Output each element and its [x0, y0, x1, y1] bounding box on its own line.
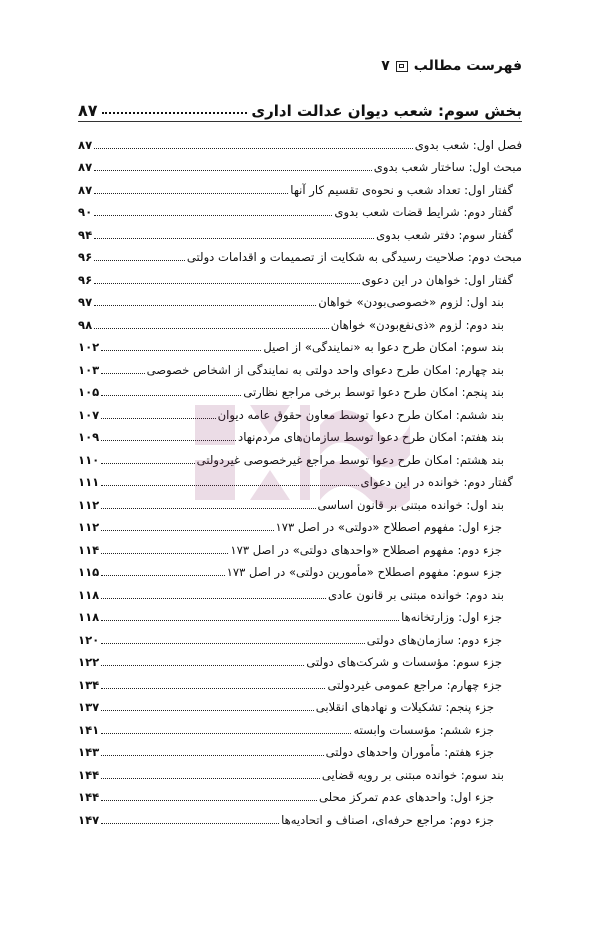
dot-leader	[101, 733, 351, 734]
dot-leader	[101, 598, 326, 599]
toc-entry-page-number: ۹۰	[78, 205, 93, 220]
toc-entry	[78, 512, 522, 535]
toc-entry-label: بند دوم: خوانده مبتنی بر قانون عادی	[327, 587, 504, 602]
running-header	[381, 58, 522, 74]
toc-entry-label: گفتار اول: تعداد شعب و نحوه‌ی تقسیم کار آنها	[290, 182, 513, 197]
toc-entry	[78, 579, 522, 602]
dot-leader	[101, 755, 323, 756]
toc-entry-label: بند سوم: امکان طرح دعوا به «نمایندگی» از اصیل	[263, 340, 504, 355]
dot-leader	[101, 463, 194, 464]
heading-rule	[78, 121, 522, 122]
toc-entry-page-number: ۱۰۵	[78, 385, 100, 400]
dot-leader	[101, 643, 365, 644]
toc-entry	[78, 602, 522, 625]
dot-leader	[101, 823, 279, 824]
toc-entry-page-number: ۱۳۷	[78, 700, 100, 715]
toc-entry-label: جزء اول: مفهوم اصطلاح «دولتی» در اصل ۱۷۳	[275, 520, 502, 535]
toc-entry-page-number: ۱۴۳	[78, 745, 100, 760]
toc-entry-page-number: ۸۷	[78, 160, 93, 175]
section-page-number: ۸۷	[78, 101, 98, 120]
toc-entry-page-number: ۱۱۲	[78, 520, 100, 535]
toc-entry-page-number: ۱۰۹	[78, 430, 100, 445]
toc-entry-label: جزء سوم: مفهوم اصطلاح «مأمورین دولتی» در اصل ۱۷۳	[226, 565, 502, 580]
toc-entry	[78, 174, 522, 197]
toc-entry	[78, 444, 522, 467]
toc-entry	[78, 467, 522, 490]
running-header-page-number: ۷	[381, 58, 390, 74]
toc-entry-label: جزء اول: وزارتخانه‌ها	[401, 610, 502, 625]
toc-entry-label: جزء هفتم: مأموران واحدهای دولتی	[325, 745, 494, 760]
toc-entry-label: بند اول: لزوم «خصوصی‌بودن» خواهان	[318, 295, 504, 310]
toc-entry-label: جزء سوم: مؤسسات و شرکت‌های دولتی	[306, 655, 502, 670]
toc-entry-page-number: ۹۷	[78, 295, 93, 310]
toc-entry	[78, 624, 522, 647]
toc-entry	[78, 647, 522, 670]
toc-entry	[78, 737, 522, 760]
dot-leader	[101, 350, 261, 351]
toc-entry-page-number: ۱۱۰	[78, 452, 100, 467]
toc-entry	[78, 759, 522, 782]
toc-entry-label: مبحث دوم: صلاحیت رسیدگی به شکایت از تصمیمات و اقدامات دولتی	[186, 250, 522, 265]
dot-leader	[94, 148, 413, 149]
dot-leader	[94, 193, 288, 194]
dot-leader	[94, 238, 374, 239]
toc-entry-label: گفتار دوم: شرایط قضات شعب بدوی	[334, 205, 513, 220]
dot-leader	[101, 688, 325, 689]
toc-entry-label: بند ششم: امکان طرح دعوا توسط معاون حقوق عامه دیوان	[217, 407, 504, 422]
toc-entry-page-number: ۱۳۴	[78, 677, 100, 692]
dot-leader	[101, 530, 273, 531]
toc-entry-label: بند سوم: خوانده مبتنی بر رویه قضایی	[321, 767, 504, 782]
toc-entry-page-number: ۹۸	[78, 317, 93, 332]
toc-entry-page-number: ۱۲۰	[78, 632, 100, 647]
toc-entry-label: بند چهارم: امکان طرح دعوای واحد دولتی به نمایندگی از اشخاص خصوصی	[146, 362, 504, 377]
book-icon	[396, 61, 408, 72]
toc-entry-label: بند اول: خوانده مبتنی بر قانون اساسی	[317, 497, 504, 512]
section-title: بخش سوم: شعب دیوان عدالت اداری	[251, 102, 522, 120]
dot-leader	[101, 395, 241, 396]
toc-entry-label: بند هشتم: امکان طرح دعوا توسط مراجع غیرخصوصی غیردولتی	[196, 452, 504, 467]
toc-entry-page-number: ۱۱۵	[78, 565, 100, 580]
toc-entry	[78, 422, 522, 445]
dot-leader	[102, 112, 248, 114]
dot-leader	[101, 575, 224, 576]
toc-entry	[78, 332, 522, 355]
toc-entry-label: جزء دوم: مراجع حرفه‌ای، اصناف و اتحادیه‌ها	[281, 812, 494, 827]
section-heading	[78, 92, 522, 120]
toc-entry	[78, 377, 522, 400]
toc-entry	[78, 692, 522, 715]
toc-entry-page-number: ۱۱۸	[78, 610, 100, 625]
toc-entry-page-number: ۱۱۱	[78, 475, 100, 490]
toc-entry-page-number: ۱۰۲	[78, 340, 100, 355]
dot-leader	[101, 665, 304, 666]
toc-entry	[78, 804, 522, 827]
dot-leader	[101, 440, 236, 441]
table-of-contents	[78, 129, 522, 827]
dot-leader	[101, 800, 317, 801]
toc-entry	[78, 354, 522, 377]
toc-entry-label: فصل اول: شعب بدوی	[414, 137, 522, 152]
toc-entry	[78, 669, 522, 692]
toc-entry	[78, 264, 522, 287]
toc-entry-page-number: ۱۱۲	[78, 497, 100, 512]
toc-entry-page-number: ۱۴۴	[78, 790, 100, 805]
toc-entry-label: بند پنجم: امکان طرح دعوا توسط برخی مراجع نظارتی	[243, 385, 504, 400]
toc-entry-page-number: ۱۰۳	[78, 362, 100, 377]
toc-entry-label: جزء ششم: مؤسسات وابسته	[353, 722, 494, 737]
toc-entry-page-number: ۸۷	[78, 182, 93, 197]
toc-entry-label: گفتار اول: خواهان در این دعوی	[361, 272, 513, 287]
toc-entry-page-number: ۱۴۴	[78, 767, 100, 782]
toc-entry-page-number: ۹۴	[78, 227, 93, 242]
toc-entry-label: مبحث اول: ساختار شعب بدوی	[373, 160, 522, 175]
toc-entry	[78, 197, 522, 220]
toc-entry	[78, 399, 522, 422]
dot-leader	[101, 778, 320, 779]
dot-leader	[101, 418, 215, 419]
running-header-title: فهرست مطالب	[413, 58, 522, 74]
dot-leader	[94, 305, 316, 306]
dot-leader	[94, 283, 360, 284]
dot-leader	[101, 373, 144, 374]
toc-entry	[78, 242, 522, 265]
toc-entry-label: جزء دوم: مفهوم اصطلاح «واحدهای دولتی» در اصل ۱۷۳	[230, 542, 502, 557]
dot-leader	[101, 553, 228, 554]
dot-leader	[94, 328, 329, 329]
toc-entry	[78, 287, 522, 310]
toc-entry-label: جزء چهارم: مراجع عمومی غیردولتی	[327, 677, 502, 692]
toc-entry-label: گفتار سوم: دفتر شعب بدوی	[376, 227, 513, 242]
toc-entry-page-number: ۱۴۷	[78, 812, 100, 827]
toc-entry-label: گفتار دوم: خوانده در این دعوای	[360, 475, 513, 490]
toc-entry-page-number: ۱۱۸	[78, 587, 100, 602]
dot-leader	[101, 508, 315, 509]
toc-entry-page-number: ۸۷	[78, 137, 93, 152]
toc-entry	[78, 152, 522, 175]
toc-entry	[78, 557, 522, 580]
dot-leader	[94, 170, 372, 171]
toc-entry-label: جزء اول: واحدهای عدم تمرکز محلی	[318, 790, 494, 805]
dot-leader	[101, 620, 399, 621]
toc-entry	[78, 309, 522, 332]
toc-entry	[78, 489, 522, 512]
toc-entry	[78, 782, 522, 805]
toc-entry-page-number: ۹۶	[78, 250, 93, 265]
toc-entry	[78, 129, 522, 152]
toc-entry-label: جزء پنجم: تشکیلات و نهادهای انقلابی	[315, 700, 494, 715]
toc-entry-page-number: ۱۱۴	[78, 542, 100, 557]
toc-entry-label: بند دوم: لزوم «ذی‌نفع‌بودن» خواهان	[330, 317, 504, 332]
toc-entry	[78, 534, 522, 557]
dot-leader	[101, 710, 313, 711]
dot-leader	[94, 260, 185, 261]
dot-leader	[101, 485, 358, 486]
dot-leader	[94, 215, 332, 216]
toc-entry-label: جزء دوم: سازمان‌های دولتی	[366, 632, 502, 647]
toc-entry-page-number: ۹۶	[78, 272, 93, 287]
toc-entry-page-number: ۱۰۷	[78, 407, 100, 422]
toc-entry-page-number: ۱۴۱	[78, 722, 100, 737]
toc-entry-label: بند هفتم: امکان طرح دعوا توسط سازمان‌های مردم‌نهاد	[238, 430, 504, 445]
toc-entry-page-number: ۱۲۲	[78, 655, 100, 670]
toc-entry	[78, 219, 522, 242]
toc-entry	[78, 714, 522, 737]
